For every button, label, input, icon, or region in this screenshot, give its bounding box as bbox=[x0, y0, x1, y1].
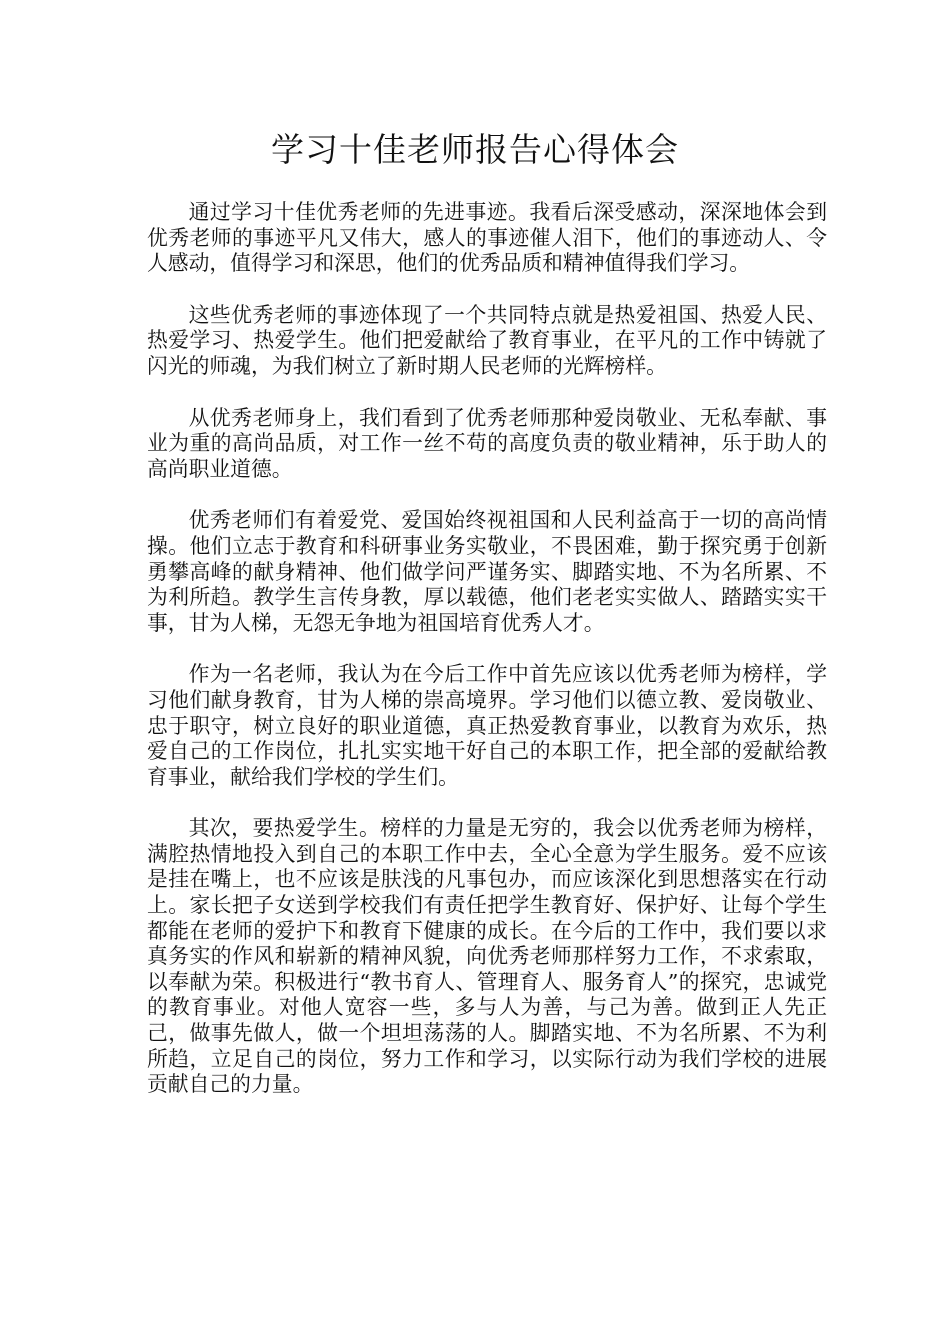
paragraph-5: 作为一名老师，我认为在今后工作中首先应该以优秀老师为榜样，学习他们献身教育，甘为人梯的崇高境界。学习他们以德立教、爱岗敬业、忠于职守，树立良好的职业道德，真正热爱教育事业，以教育为欢乐，热爱自己的工作岗位，扎扎实实地干好自己的本职工作，把全部的爱献给教育事业，献给我们学校的学生们。 bbox=[147, 662, 827, 789]
paragraph-6: 其次，要热爱学生。榜样的力量是无穷的，我会以优秀老师为榜样，满腔热情地投入到自己的本职工作中去，全心全意为学生服务。爱不应该是挂在嘴上，也不应该是肤浅的凡事包办，而应该深化到思想落实在行动上。家长把子女送到学校我们有责任把学生教育好、保护好、让每个学生都能在老师的爱护下和教育下健康的成长。在今后的工作中，我们要以求真务实的作风和崭新的精神风貌，向优秀老师那样努力工作，不求索取，以奉献为荣。积极进行“教书育人、管理育人、服务育人”的探究，忠诚党的教育事业。对他人宽容一些，多与人为善，与己为善。做到正人先正己，做事先做人，做一个坦坦荡荡的人。脚踏实地、不为名所累、不为利所趋，立足自己的岗位，努力工作和学习，以实际行动为我们学校的进展贡献自己的力量。 bbox=[147, 816, 827, 1097]
paragraph-3: 从优秀老师身上，我们看到了优秀老师那种爱岗敬业、无私奉献、事业为重的高尚品质，对工作一丝不苟的高度负责的敬业精神，乐于助人的高尚职业道德。 bbox=[147, 405, 827, 481]
document-title: 学习十佳老师报告心得体会 bbox=[271, 130, 679, 169]
paragraph-1: 通过学习十佳优秀老师的先进事迹。我看后深受感动，深深地体会到优秀老师的事迹平凡又伟大，感人的事迹催人泪下，他们的事迹动人、令人感动，值得学习和深思，他们的优秀品质和精神值得我们学习。 bbox=[147, 200, 827, 276]
paragraph-2: 这些优秀老师的事迹体现了一个共同特点就是热爱祖国、热爱人民、热爱学习、热爱学生。他们把爱献给了教育事业，在平凡的工作中铸就了闪光的师魂，为我们树立了新时期人民老师的光辉榜样。 bbox=[147, 302, 827, 378]
document-body bbox=[147, 200, 827, 1124]
paragraph-4: 优秀老师们有着爱党、爱国始终视祖国和人民利益高于一切的高尚情操。他们立志于教育和科研事业务实敬业，不畏困难，勤于探究勇于创新勇攀高峰的献身精神、他们做学问严谨务实、脚踏实地、不为名所累、不为利所趋。教学生言传身教，厚以载德，他们老老实实做人、踏踏实实干事，甘为人梯，无怨无争地为祖国培育优秀人才。 bbox=[147, 508, 827, 635]
